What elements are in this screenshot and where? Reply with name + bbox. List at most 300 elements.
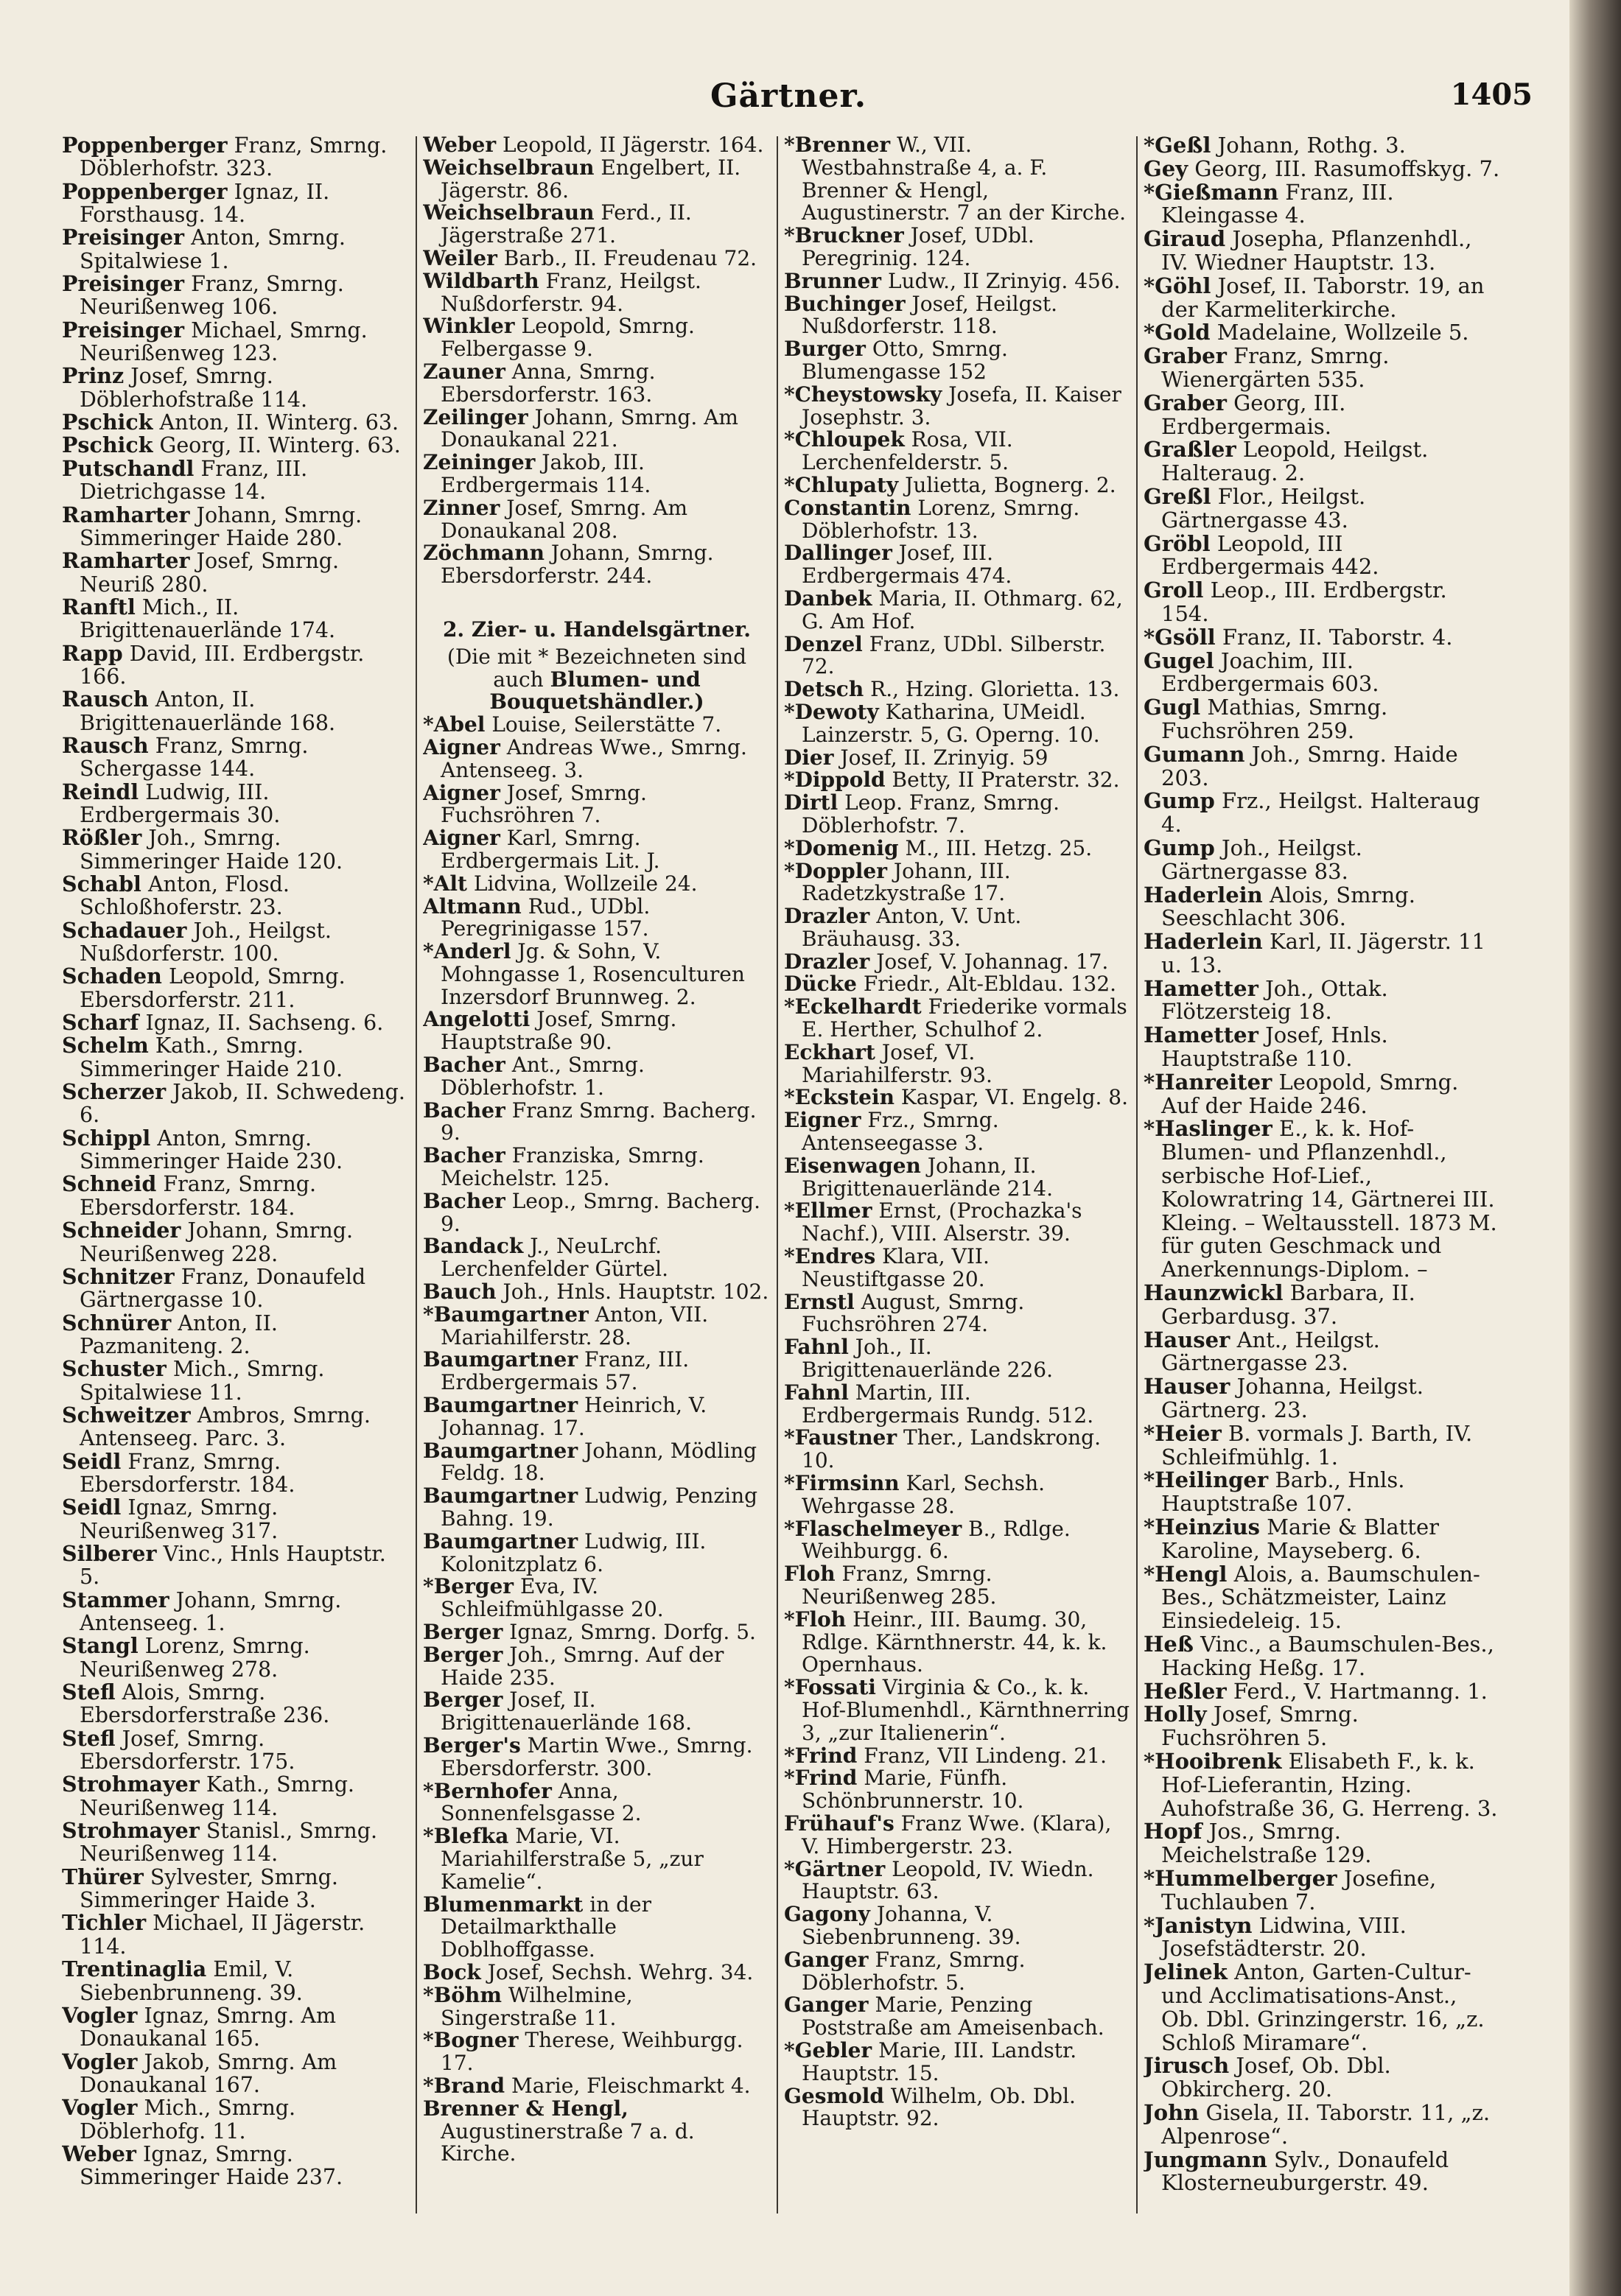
entry-name: Haunzwickl (1144, 1280, 1284, 1306)
directory-entry (423, 404, 771, 452)
entry-details: J., NeuLrchf. Lerchenfelder Gürtel. (441, 1234, 668, 1282)
entry-name: Schnitzer (62, 1263, 175, 1289)
directory-entry (784, 1427, 1132, 1472)
entry-details: Leopold, Smrng. Ebersdorferstr. 211. (80, 964, 346, 1012)
entry-name: Jungmann (1144, 2146, 1267, 2172)
entry-name: Reindl (62, 779, 139, 804)
entry-details: Josef, Smrng. Neuriß 280. (80, 549, 340, 597)
entry-name: Pschick (62, 432, 153, 458)
entry-details: Franz, Smrng. Neurißenweg 106. (80, 272, 344, 320)
directory-entry (1144, 2146, 1500, 2196)
entry-name: Ernstl (784, 1289, 855, 1314)
entry-details: Johann, Smrng. Am Donaukanal 221. (441, 404, 738, 452)
entry-name: Schabl (62, 871, 141, 896)
entry-details: Franz, III. Dietrichgasse 14. (80, 456, 308, 505)
entry-name: Bacher (423, 1143, 505, 1168)
entry-name: Schippl (62, 1125, 151, 1151)
directory-entry (62, 642, 410, 689)
entry-name: *Hummelberger (1144, 1865, 1337, 1891)
entry-details: Joh., Smrng. Simmeringer Haide 120. (80, 826, 343, 874)
directory-entry (784, 542, 1132, 588)
entry-name: Gesmold (784, 2083, 885, 2108)
entry-details: Kaspar, VI. Engelg. 8. (900, 1085, 1129, 1110)
entry-details: Franz, II. Taborstr. 4. (1222, 624, 1453, 650)
entry-name: *Göhl (1144, 273, 1211, 298)
entry-name: Ganger (784, 1993, 869, 2018)
directory-entry (784, 1382, 1132, 1428)
entry-details: Virginia & Co., k. k. Hof-Blumenhdl., Kärnthnerring 3, „zur Italienerin“. (802, 1675, 1130, 1745)
entry-name: Giraud (1144, 226, 1226, 252)
entry-details: Mich., Smrng. Döblerhofg. 11. (80, 2096, 296, 2144)
directory-entry (423, 714, 771, 737)
entry-name: Gröbl (1144, 530, 1211, 556)
entry-details: Jakob, Smrng. Am Donaukanal 167. (80, 2049, 337, 2097)
entry-name: Bacher (423, 1098, 505, 1123)
entry-details: Alois, Smrng. Seeschlacht 306. (1161, 882, 1415, 931)
directory-entry (423, 827, 771, 873)
entry-details: Friederike vormals E. Herther, Schulhof 2. (802, 994, 1127, 1042)
directory-entry (423, 315, 771, 361)
entry-details: Leop., Smrng. Bacherg. 9. (441, 1188, 760, 1236)
directory-entry (1144, 1961, 1500, 2054)
entry-details: Vinc., a Baumschulen-Bes., Hacking Heßg. 17. (1161, 1632, 1494, 1680)
entry-name: Dier (784, 745, 834, 770)
directory-entry (62, 2004, 410, 2051)
directory-entry (62, 180, 410, 227)
directory-entry (784, 792, 1132, 838)
directory-entry (423, 1528, 771, 1576)
entry-details: Georg, III. Rasumoffskyg. 7. (1194, 155, 1500, 181)
entry-details: Leopold, Smrng. Felbergasse 9. (441, 314, 695, 362)
entry-details: Leop., III. Erdbergstr. 154. (1161, 577, 1447, 626)
entry-name: *Bogner (423, 2028, 519, 2053)
directory-entry (784, 1767, 1132, 1813)
entry-name: *Frind (784, 1743, 858, 1768)
entry-details: Marie, VI. Mariahilferstraße 5, „zur Kamelie“. (441, 1824, 704, 1894)
entry-details: Joh., Smrng. Auf der Haide 235. (441, 1642, 724, 1690)
entry-name: Haderlein (1144, 929, 1263, 955)
directory-entry (423, 1621, 771, 1644)
entry-name: *Hooibrenk (1144, 1748, 1282, 1774)
entry-details: Johann, Smrng. Antenseeg. 1. (80, 1587, 342, 1635)
directory-entry (62, 134, 410, 180)
entry-details: Sylv., Donaufeld Klosterneuburgerstr. 49. (1161, 2146, 1449, 2196)
directory-entry (423, 202, 771, 247)
entry-details: Franz, Smrng. Wienergärten 535. (1161, 343, 1390, 392)
directory-entry (784, 293, 1132, 339)
entry-name: Scherzer (62, 1079, 167, 1105)
directory-entry (62, 965, 410, 1011)
entry-name: Berger (423, 1642, 503, 1667)
entry-name: Gump (1144, 788, 1215, 814)
entry-details: Josefa, II. Kaiser Josephstr. 3. (802, 382, 1121, 429)
directory-entry (784, 1200, 1132, 1246)
entry-name: Schneider (62, 1218, 181, 1243)
entry-details: Jg. & Sohn, V. Mohngasse 1, Rosenculturen Inzersdorf Brunnweg. 2. (441, 939, 745, 1009)
directory-entry (62, 1358, 410, 1404)
entry-name: Ramharter (62, 548, 190, 574)
column-2 (423, 134, 771, 2215)
directory-entry (423, 134, 771, 157)
directory-entry (784, 429, 1132, 474)
entry-name: Prinz (62, 363, 125, 389)
entry-name: Seidl (62, 1448, 122, 1474)
directory-entry (1144, 930, 1500, 977)
directory-entry (1144, 1024, 1500, 1071)
directory-entry (784, 701, 1132, 747)
entry-details: Elisabeth F., k. k. Hof-Lieferantin, Hzing. Auhofstraße 36, G. Herreng. 3. (1161, 1748, 1498, 1821)
entry-name: *Flaschelmeyer (784, 1516, 962, 1541)
entry-details: Ludwig, Penzing Bahng. 19. (441, 1484, 758, 1531)
directory-entry (1144, 345, 1500, 392)
entry-details: Anton, V. Unt. Bräuhausg. 33. (802, 904, 1022, 951)
directory-entry (423, 896, 771, 941)
directory-entry (423, 1008, 771, 1054)
directory-entry (784, 270, 1132, 293)
directory-entry (784, 633, 1132, 679)
entry-details: Georg, II. Winterg. 63. (159, 433, 401, 458)
directory-entry (423, 1959, 771, 1984)
entry-name: Eigner (784, 1108, 861, 1133)
entry-details: Karl, Smrng. Erdbergermais Lit. J. (441, 826, 660, 873)
entry-name: *Heilinger (1144, 1467, 1269, 1493)
entry-name: Dücke (784, 972, 857, 997)
directory-entry (423, 1689, 771, 1735)
entry-details: E., k. k. Hof-Blumen- und Pflanzenhdl., serbische Hof-Lief., Kolowratring 14, Gärtnerei III. Kleing. – Weltausstell. 1873 M. für guten Geschmack und Anerkennungs-Diplom. – (1161, 1116, 1497, 1282)
directory-entry (423, 270, 771, 316)
directory-entry (784, 996, 1132, 1042)
entry-name: Weber (423, 134, 497, 157)
directory-entry (62, 1681, 410, 1727)
entry-details: Ant., Heilgst. Gärtnergasse 23. (1161, 1327, 1380, 1376)
directory-entry (784, 905, 1132, 951)
entry-details: Ludwig, III. Kolonitzplatz 6. (441, 1528, 707, 1576)
entry-name: *Gießmann (1144, 179, 1279, 205)
directory-entry (784, 1563, 1132, 1609)
entry-details: Franz, Smrng. Schergasse 144. (80, 733, 309, 782)
directory-entry (62, 734, 410, 781)
directory-entry (784, 225, 1132, 270)
directory-entry (784, 1858, 1132, 1904)
directory-entry (784, 951, 1132, 974)
entry-details: Ludw., II Zrinyig. 456. (887, 268, 1121, 293)
entry-name: Baumgartner (423, 1438, 578, 1463)
entry-name: Bauch (423, 1279, 497, 1305)
entry-details: Martin, III. Erdbergermais Rundg. 512. (802, 1380, 1094, 1428)
entry-name: Hauser (1144, 1327, 1230, 1352)
section-note-bold: Blumen- und Bouquetshändler.) (489, 667, 704, 715)
directory-entry (62, 1081, 410, 1127)
entry-name: Hametter (1144, 1022, 1258, 1048)
directory-entry (62, 1312, 410, 1358)
entry-name: Fahnl (784, 1335, 849, 1360)
entry-name: Schuster (62, 1356, 167, 1382)
entry-details: Ignaz, Smrng. Simmeringer Haide 237. (80, 2141, 343, 2190)
entry-details: Leopold, Smrng. Auf der Haide 246. (1161, 1069, 1459, 1118)
directory-entry (423, 1780, 771, 1826)
entry-name: Jirusch (1144, 2053, 1230, 2079)
entry-name: Hametter (1144, 975, 1258, 1001)
directory-entry (423, 361, 771, 407)
entry-name: Weber (62, 2141, 136, 2166)
directory-entry (423, 2029, 771, 2075)
entry-name: Silberer (62, 1540, 157, 1566)
entry-details: Marie, III. Landstr. Hauptstr. 15. (802, 2037, 1077, 2085)
entry-name: Rausch (62, 687, 149, 712)
entry-details: Franz, III. Kleingasse 4. (1161, 179, 1394, 228)
directory-entry (423, 2098, 771, 2166)
entry-details: Anna, Sonnenfelsgasse 2. (441, 1778, 642, 1826)
directory-entry (1144, 696, 1500, 743)
directory-entry (1144, 837, 1500, 884)
entry-details: Michael, II Jägerstr. 114. (80, 1911, 365, 1959)
entry-details: Michael, Smrng. Neurißenweg 123. (80, 317, 368, 366)
entry-name: *Baumgartner (423, 1302, 589, 1327)
entry-name: *Berger (423, 1574, 514, 1599)
entry-details: Joh., Heilgst. Nußdorferstr. 100. (80, 918, 332, 966)
directory-entry (62, 688, 410, 734)
entry-details: Joh., Hnls. Hauptstr. 102. (503, 1279, 769, 1305)
entry-name: Eckhart (784, 1039, 875, 1064)
directory-entry (423, 1732, 771, 1780)
directory-entry (423, 1894, 771, 1962)
entry-details: Franz, VII Lindeng. 21. (864, 1743, 1107, 1768)
entry-details: Otto, Smrng. Blumengasse 152 (802, 337, 1008, 384)
entry-details: Joh., Smrng. Haide 203. (1161, 741, 1458, 790)
entry-details: Josef, Smrng. Döblerhofstraße 114. (80, 364, 308, 412)
directory-entry (423, 941, 771, 1008)
entry-name: *Faustner (784, 1425, 897, 1450)
directory-entry (784, 1291, 1132, 1337)
entry-details: Anton, II. Pazmaniteng. 2. (80, 1310, 278, 1358)
directory-entry (1144, 530, 1500, 580)
directory-entry (1144, 1680, 1500, 1704)
directory-entry (62, 457, 410, 504)
directory-entry (423, 734, 771, 782)
entry-name: Altmann (423, 894, 522, 919)
entry-details: B., Rdlge. Weihburgg. 6. (802, 1516, 1071, 1564)
entry-name: Bacher (423, 1188, 505, 1213)
entry-name: Gey (1144, 155, 1188, 181)
entry-details: Johanna, Heilgst. Gärtnerg. 23. (1161, 1374, 1424, 1423)
directory-entry (62, 1450, 410, 1497)
entry-name: Poppenberger (62, 134, 228, 158)
entry-details: Josef, Smrng. Am Donaukanal 208. (441, 495, 688, 543)
entry-details: Mich., Smrng. Spitalwiese 11. (80, 1357, 325, 1405)
directory-entry (62, 919, 410, 966)
entry-details: Josef, UDbl. Peregrinig. 124. (802, 223, 1034, 270)
directory-entry (784, 678, 1132, 701)
entry-name: *Geßl (1144, 134, 1211, 158)
entry-name: Drazler (784, 949, 870, 974)
directory-entry (784, 474, 1132, 497)
directory-entry (62, 1958, 410, 2004)
directory-entry (1144, 1422, 1500, 1470)
directory-entry (62, 2096, 410, 2143)
directory-entry (1144, 275, 1500, 322)
entry-details: Therese, Weihburgg. 17. (441, 2028, 743, 2076)
entry-details: Kath., Smrng. Neurißenweg 114. (80, 1772, 354, 1820)
entry-details: Josef, V. Johannag. 17. (876, 949, 1109, 974)
entry-name: Greßl (1144, 483, 1211, 509)
entry-details: Franz, Smrng. Ebersdorferstr. 184. (80, 1449, 295, 1497)
entry-details: Josef, Smrng. Ebersdorferstr. 175. (80, 1726, 295, 1774)
entry-name: Frühauf's (784, 1811, 894, 1836)
entry-name: Heßler (1144, 1678, 1227, 1704)
entry-name: Buchinger (784, 291, 906, 316)
directory-entry (1144, 485, 1500, 533)
entry-details: Marie, Fleischmarkt 4. (511, 2073, 751, 2098)
entry-name: Preisinger (62, 225, 185, 250)
entry-details: Sylvester, Smrng. Simmeringer Haide 3. (80, 1864, 338, 1913)
directory-entry (62, 1911, 410, 1958)
directory-entry (62, 826, 410, 873)
entry-name: Weichselbraun (423, 200, 595, 225)
entry-name: Eisenwagen (784, 1153, 921, 1178)
column-1 (62, 134, 410, 2215)
entry-details: Barb., II. Freudenau 72. (503, 245, 757, 270)
entry-details: Stanisl., Smrng. Neurißenweg 114. (80, 1819, 378, 1867)
entry-name: *Dippold (784, 768, 886, 793)
entry-name: Scharf (62, 1010, 139, 1036)
directory-entry (62, 319, 410, 365)
directory-entry (423, 1440, 771, 1486)
entry-name: *Alt (423, 871, 467, 896)
directory-entry (62, 1173, 410, 1219)
column-4 (1144, 134, 1500, 2215)
entry-name: *Gsöll (1144, 624, 1216, 650)
entry-details: Anton, Garten-Cultur- und Acclimatisations-Anst., Ob. Dbl. Grinzingerstr. 16, „z. Schloß Miramare“. (1161, 1959, 1485, 2055)
directory-entry (1144, 228, 1500, 275)
directory-entry (62, 226, 410, 273)
entry-name: Gumann (1144, 741, 1245, 767)
entry-details: Joh., II. Brigittenauerlände 226. (802, 1335, 1054, 1383)
page-number: 1405 (1450, 77, 1533, 112)
entry-name: Berger (423, 1688, 503, 1713)
entry-details: Josef, Hnls. Hauptstraße 110. (1161, 1022, 1388, 1072)
entry-details: Johann, Smrng. Neurißenweg 228. (80, 1218, 354, 1266)
entry-details: in der Detailmarkthalle Doblhoffgasse. (441, 1892, 652, 1962)
directory-entry (784, 1745, 1132, 1768)
entry-name: Aigner (423, 780, 500, 805)
directory-entry (1144, 181, 1500, 228)
entry-name: *Böhm (423, 1982, 502, 2007)
entry-details: Friedr., Alt-Ebldau. 132. (863, 972, 1117, 997)
directory-entry (423, 1054, 771, 1100)
entry-name: Vogler (62, 2002, 138, 2028)
directory-entry (62, 1819, 410, 1866)
entry-details: Leopold, Heilgst. Halteraug. 2. (1161, 437, 1429, 486)
entry-name: Stefl (62, 1679, 116, 1705)
entry-name: Preisinger (62, 317, 185, 343)
entry-details: Augustinerstraße 7 a. d. Kirche. (441, 2118, 695, 2166)
entry-details: Leop. Franz, Smrng. Döblerhofstr. 7. (802, 790, 1060, 838)
entry-details: Franz, Smrng. Neurißenweg 285. (802, 1562, 997, 1609)
entry-name: Floh (784, 1562, 836, 1587)
entry-details: Josef, II. Zrinyig. 59 (840, 745, 1048, 770)
entry-name: Danbek (784, 586, 872, 611)
entry-name: *Doppler (784, 858, 887, 883)
entry-details: David, III. Erdbergstr. 166. (80, 641, 365, 689)
directory-entry (1144, 1820, 1500, 1867)
entry-name: Graber (1144, 343, 1227, 369)
entry-details: Maria, II. Othmarg. 62, G. Am Hof. (802, 586, 1123, 633)
entry-name: John (1144, 2099, 1200, 2125)
entry-details: Josef, III. Erdbergermais 474. (802, 541, 1012, 589)
entry-name: *Floh (784, 1607, 847, 1632)
section-note-prefix: (Die mit * Bezeichneten sind auch (447, 644, 747, 692)
directory-entry (1144, 1703, 1500, 1750)
directory-entry (62, 1773, 410, 1819)
directory-entry (1144, 155, 1500, 181)
entry-details: August, Smrng. Fuchsröhren 274. (802, 1289, 1025, 1337)
directory-entry (62, 1866, 410, 1912)
entry-name: *Gold (1144, 320, 1211, 345)
directory-entry (62, 1496, 410, 1542)
directory-entry (423, 1235, 771, 1281)
entry-name: Schnürer (62, 1310, 172, 1335)
entry-details: Franz Wwe. (Klara), V. Himbergerstr. 23. (802, 1811, 1112, 1858)
entry-details: Franz, Donaufeld Gärtnergasse 10. (80, 1264, 366, 1313)
directory-entry (784, 1246, 1132, 1291)
directory-entry (784, 1903, 1132, 1949)
entry-name: Gump (1144, 835, 1215, 860)
entry-name: Hopf (1144, 1819, 1202, 1844)
entry-name: Aigner (423, 734, 500, 759)
entry-details: Josef, Ob. Dbl. Obkircherg. 20. (1161, 2053, 1391, 2102)
entry-details: Leopold, IV. Wiedn. Hauptstr. 63. (802, 1856, 1094, 1904)
entry-name: Berger (423, 1620, 503, 1644)
entry-name: *Eckstein (784, 1085, 894, 1110)
entry-name: *Frind (784, 1766, 858, 1791)
directory-entry (423, 1281, 771, 1304)
entry-name: Ranftl (62, 594, 136, 619)
directory-entry (784, 497, 1132, 543)
directory-entry (784, 384, 1132, 429)
entry-name: Stefl (62, 1725, 116, 1751)
directory-entry (423, 247, 771, 270)
directory-entry (62, 1034, 410, 1081)
directory-entry (784, 1677, 1132, 1744)
directory-entry (1144, 1282, 1500, 1329)
entry-details: Franz, Smrng. Döblerhofstr. 323. (80, 134, 388, 181)
entry-name: Holly (1144, 1702, 1207, 1727)
entry-name: *Bruckner (784, 223, 904, 248)
entry-details: M., III. Hetzg. 25. (905, 835, 1093, 860)
directory-entry (423, 1394, 771, 1440)
directory-entry (62, 504, 410, 550)
entry-name: Ganger (784, 1947, 869, 1972)
entry-name: Graber (1144, 390, 1227, 415)
entry-name: *Gebler (784, 2037, 872, 2062)
entry-name: Haderlein (1144, 882, 1263, 907)
directory-entry (62, 1011, 410, 1034)
directory-entry (423, 1825, 771, 1893)
directory-entry (1144, 2099, 1500, 2149)
entry-details: Ferd., II. Jägerstraße 271. (441, 200, 692, 248)
directory-entry (423, 157, 771, 203)
directory-entry (1144, 626, 1500, 650)
entry-name: *Domenig (784, 835, 899, 860)
entry-details: Andreas Wwe., Smrng. Antenseeg. 3. (441, 734, 747, 782)
directory-entry (1144, 647, 1500, 697)
entry-details: Wilhelmine, Singerstraße 11. (441, 1982, 633, 2030)
directory-entry (1144, 884, 1500, 931)
directory-entry (423, 873, 771, 896)
directory-entry (62, 550, 410, 596)
directory-entry (784, 134, 1132, 225)
directory-entry (784, 860, 1132, 906)
